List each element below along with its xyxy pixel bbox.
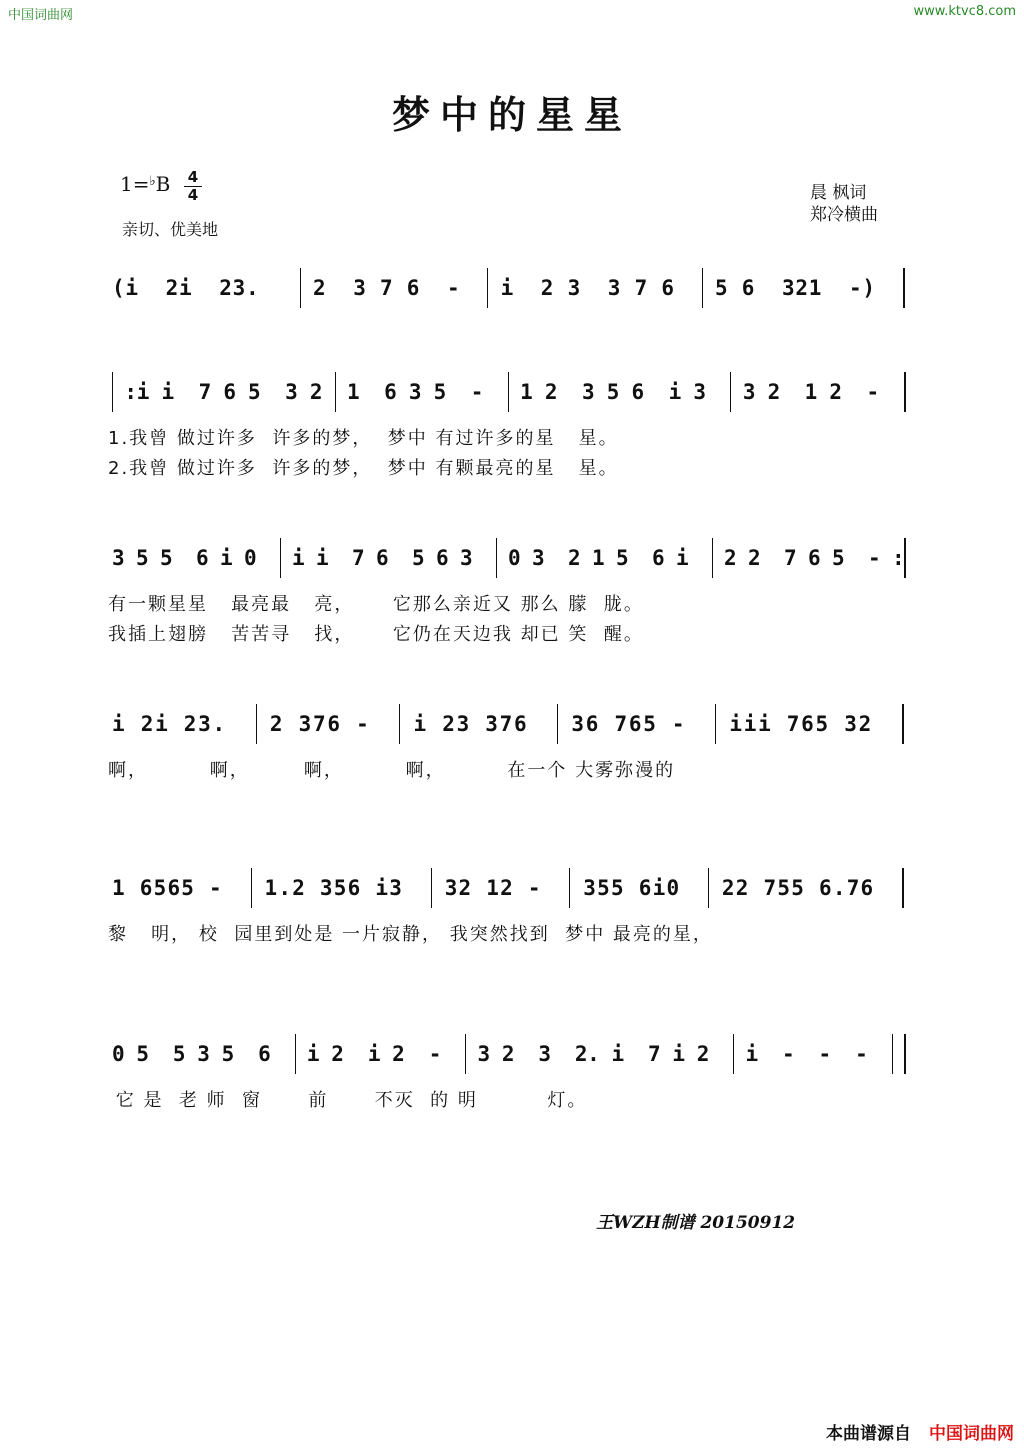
note-glyph: - [671, 712, 685, 736]
note-glyph: 5 [616, 546, 629, 570]
note-glyph: 2 [735, 876, 749, 900]
note-glyph: 6 [167, 876, 181, 900]
note-glyph: 2 [748, 546, 761, 570]
barline [712, 538, 713, 578]
note-glyph: 5 [153, 876, 167, 900]
note-glyph: 6 [223, 380, 236, 404]
barline [112, 372, 113, 412]
notation-line [0, 372, 1024, 412]
barline [487, 268, 488, 308]
tempo-marking: 亲切、优美地 [122, 220, 219, 239]
note-glyph: 7 [634, 276, 648, 300]
note-glyph: 6 [258, 1042, 271, 1066]
note-glyph: 3 [742, 380, 756, 404]
barline [256, 704, 257, 744]
note-glyph: - [356, 712, 369, 736]
note-glyph: 5 [412, 546, 425, 570]
note-glyph: 3 [389, 876, 402, 900]
key-prefix: 1= [120, 172, 150, 196]
note-glyph: 2 [858, 712, 872, 736]
note-glyph: 7 [499, 712, 513, 736]
barline [708, 868, 709, 908]
note-glyph: i [745, 1042, 759, 1066]
transcriber-signature: 王WZH制谱 20150912 [596, 1213, 796, 1233]
note-glyph: 2 [574, 1042, 588, 1066]
watermark-left[interactable]: 中国词曲网 [8, 8, 74, 23]
note-glyph: 5 [136, 546, 149, 570]
note-glyph: 6 [376, 546, 389, 570]
note-glyph: 2 [392, 1042, 405, 1066]
note-glyph: 2 [795, 276, 809, 300]
note-glyph: 6 [406, 276, 420, 300]
note-glyph: 3 [444, 876, 458, 900]
note-glyph: i [668, 380, 682, 404]
composer-credit: 郑冷横曲 [810, 205, 878, 225]
note-glyph: 3 [607, 276, 621, 300]
note-glyph: 5 [832, 546, 845, 570]
note-glyph: 6 [327, 712, 340, 736]
barline [902, 868, 904, 908]
notation-line [0, 868, 1024, 908]
note-glyph: i [125, 276, 139, 300]
note-glyph: ) [862, 276, 876, 300]
barline [465, 1034, 466, 1074]
note-glyph: 0 [508, 546, 521, 570]
note-glyph: 2 [331, 1042, 344, 1066]
notation-line [0, 538, 1024, 578]
lyric-line: 2.我曾 做过许多 许多的梦， 梦中 有颗最亮的星 星。 [108, 458, 619, 479]
song-title: 梦中的星星 [391, 92, 632, 137]
key-signature [120, 172, 170, 196]
lyric-line: 黎 明， 校 园里到处是 一片寂静， 我突然找到 梦中 最亮的星， [108, 924, 713, 945]
score-row [0, 268, 1024, 328]
barline [569, 868, 570, 908]
note-glyph: 6 [384, 380, 397, 404]
note-glyph: 1 [486, 876, 499, 900]
note-glyph: 3 [567, 276, 581, 300]
barline [557, 704, 558, 744]
note-glyph: 6 [638, 876, 652, 900]
note-glyph: 2 [544, 380, 558, 404]
note-glyph: 3 [408, 380, 422, 404]
note-glyph: 3 [285, 380, 298, 404]
note-glyph: 2 [458, 876, 472, 900]
note-glyph: 3 [456, 712, 470, 736]
note-glyph: 2 [724, 546, 737, 570]
note-glyph: 3 [198, 712, 211, 736]
notation-line [0, 1034, 1024, 1074]
note-glyph: 5 [221, 1042, 235, 1066]
note-glyph: 1 [520, 380, 533, 404]
note-glyph: 7 [784, 546, 797, 570]
note-glyph: 6 [514, 712, 527, 736]
note-glyph: 5 [815, 712, 829, 736]
watermark-right[interactable]: www.ktvc8.com [913, 4, 1016, 19]
barline [904, 538, 906, 578]
note-glyph: 6 [818, 876, 832, 900]
note-glyph: i [161, 380, 175, 404]
note-glyph: - [470, 380, 484, 404]
key-note: B [155, 172, 171, 196]
note-glyph: 5 [248, 380, 261, 404]
note-glyph: - [209, 876, 222, 900]
note-glyph: 7 [198, 380, 212, 404]
footer-site[interactable]: 中国词曲网 [929, 1424, 1014, 1444]
note-glyph: 7 [614, 712, 628, 736]
note-glyph: . [832, 876, 846, 900]
note-glyph: 6 [196, 546, 209, 570]
note-glyph: i [676, 546, 689, 570]
note-glyph: . [212, 712, 226, 736]
note-glyph: 5 [791, 876, 804, 900]
note-glyph: 2 [442, 712, 455, 736]
barline [715, 704, 716, 744]
note-glyph: 3 [582, 380, 595, 404]
note-glyph: 6 [585, 712, 599, 736]
note-glyph: ( [112, 276, 125, 300]
note-glyph: i [292, 546, 305, 570]
note-glyph: 6 [628, 712, 642, 736]
meter-top: 4 [187, 168, 199, 186]
note-glyph: 7 [846, 876, 860, 900]
note-glyph: 3 [538, 1042, 552, 1066]
barline [904, 1034, 906, 1074]
note-glyph: 2 [183, 712, 197, 736]
barline [280, 538, 281, 578]
note-glyph: 6 [860, 876, 874, 900]
note-glyph: 5 [715, 276, 728, 300]
barline [730, 372, 731, 412]
note-glyph: 1 [112, 876, 125, 900]
note-glyph: 5 [181, 876, 194, 900]
barline [903, 268, 905, 308]
note-glyph: i [136, 380, 150, 404]
note-glyph: 3 [197, 1042, 210, 1066]
lyric-line: 它 是 老 师 窗 前 不灭 的 明 灯。 [108, 1090, 588, 1111]
note-glyph: 7 [380, 276, 393, 300]
note-glyph: - [447, 276, 460, 300]
meter-bottom: 4 [187, 186, 199, 204]
note-glyph: 2 [500, 876, 513, 900]
note-glyph: 2 [269, 712, 283, 736]
note-glyph: 5 [643, 712, 656, 736]
note-glyph: 3 [319, 876, 333, 900]
note-glyph: i [611, 1042, 625, 1066]
footer-source: 本曲谱源自 [826, 1424, 911, 1444]
note-glyph: 2 [829, 380, 843, 404]
note-glyph: - [868, 546, 881, 570]
note-glyph: : [124, 380, 138, 404]
note-glyph: i [375, 876, 389, 900]
note-glyph: - [782, 1042, 795, 1066]
note-glyph: i [316, 546, 329, 570]
note-glyph: i [413, 712, 427, 736]
note-glyph: 3 [693, 380, 706, 404]
note-glyph: 2 [696, 1042, 710, 1066]
note-glyph: 3 [844, 712, 857, 736]
note-glyph: 7 [313, 712, 326, 736]
lyric-line: 有一颗星星 最亮最 亮， 它那么亲近又 那么 朦 胧。 [108, 594, 644, 615]
footer [826, 1419, 1014, 1444]
note-glyph: i [306, 1042, 320, 1066]
note-glyph: 6 [741, 276, 755, 300]
note-glyph: 7 [648, 1042, 661, 1066]
note-glyph: i [743, 712, 757, 736]
score-row [0, 538, 1024, 645]
note-glyph: 3 [460, 546, 473, 570]
note-glyph: 2 [540, 276, 554, 300]
note-glyph: 2 [165, 276, 179, 300]
note-glyph: 5 [136, 1042, 150, 1066]
note-glyph: 2 [309, 380, 323, 404]
note-glyph: 0 [244, 546, 257, 570]
note-glyph: - [866, 380, 880, 404]
barline [904, 372, 906, 412]
barline [902, 704, 904, 744]
note-glyph: 3 [782, 276, 795, 300]
note-glyph: 7 [763, 876, 777, 900]
note-glyph: 5 [160, 546, 173, 570]
lyric-line: 1.我曾 做过许多 许多的梦， 梦中 有过许多的星 星。 [108, 428, 619, 449]
barline [335, 372, 336, 412]
score-row [0, 868, 1024, 945]
lyric-line: 我插上翅膀 苦苦寻 找， 它仍在天边我 却已 笑 醒。 [108, 624, 644, 645]
note-glyph: 6 [436, 546, 449, 570]
note-glyph: 5 [333, 876, 347, 900]
note-glyph: 5 [611, 876, 624, 900]
note-glyph: 2 [721, 876, 735, 900]
note-glyph: 1 [264, 876, 278, 900]
note-glyph: 3 [112, 546, 125, 570]
note-glyph: . [246, 276, 259, 300]
barline [892, 1034, 893, 1074]
lyricist-credit: 晨 枫词 [810, 183, 867, 203]
note-glyph: 5 [597, 876, 610, 900]
note-glyph: 5 [433, 380, 447, 404]
note-glyph: 2 [219, 276, 232, 300]
note-glyph: i [500, 276, 514, 300]
note-glyph: i [112, 712, 125, 736]
note-glyph: 7 [352, 546, 365, 570]
note-glyph: 3 [232, 276, 246, 300]
note-glyph: 3 [353, 276, 366, 300]
score-row [0, 372, 1024, 479]
barline [508, 372, 509, 412]
note-glyph: 1 [808, 276, 822, 300]
barline [251, 868, 252, 908]
note-glyph: - [855, 1042, 868, 1066]
barline [300, 268, 301, 308]
note-glyph: - [527, 876, 541, 900]
note-glyph: 0 [112, 1042, 125, 1066]
note-glyph: . [278, 876, 291, 900]
flat-sign: ♭ [149, 174, 156, 189]
note-glyph: 2 [767, 380, 781, 404]
note-glyph: 3 [571, 712, 585, 736]
notation-line [0, 268, 1024, 308]
note-glyph: 5 [172, 1042, 186, 1066]
note-glyph: 2 [501, 1042, 515, 1066]
time-signature [184, 170, 202, 203]
barline [702, 268, 703, 308]
note-glyph: i [758, 712, 771, 736]
note-glyph: 6 [808, 546, 821, 570]
note-glyph: i [367, 1042, 381, 1066]
note-glyph: 3 [583, 876, 596, 900]
note-glyph: . [587, 1042, 600, 1066]
note-glyph: i [652, 876, 666, 900]
note-glyph: 1 [347, 380, 360, 404]
note-glyph: 6 [347, 876, 361, 900]
barline [733, 1034, 734, 1074]
note-glyph: - [428, 1042, 442, 1066]
note-glyph: - [849, 276, 862, 300]
note-glyph: 1 [804, 380, 818, 404]
note-glyph: 6 [631, 380, 645, 404]
note-glyph: 2 [292, 876, 305, 900]
note-glyph: 2 [140, 712, 154, 736]
note-glyph: 5 [777, 876, 791, 900]
note-glyph: 3 [532, 546, 545, 570]
note-glyph: 6 [801, 712, 814, 736]
note-glyph: - [818, 1042, 832, 1066]
note-glyph: 3 [477, 1042, 491, 1066]
note-glyph: 2 [313, 276, 326, 300]
note-glyph: 6 [652, 546, 665, 570]
note-glyph: : [892, 546, 905, 570]
note-glyph: i [220, 546, 233, 570]
barline [496, 538, 497, 578]
note-glyph: 1 [592, 546, 605, 570]
note-glyph: i [179, 276, 192, 300]
score-row [0, 704, 1024, 781]
note-glyph: 6 [139, 876, 153, 900]
barline [399, 704, 400, 744]
note-glyph: 5 [606, 380, 620, 404]
lyric-line: 啊， 啊， 啊， 啊， 在一个 大雾弥漫的 [108, 760, 676, 781]
note-glyph: 2 [568, 546, 581, 570]
note-glyph: 0 [666, 876, 680, 900]
note-glyph: i [729, 712, 742, 736]
barline [295, 1034, 296, 1074]
note-glyph: 7 [786, 712, 800, 736]
note-glyph: 6 [661, 276, 675, 300]
note-glyph: 3 [298, 712, 312, 736]
note-glyph: 3 [485, 712, 498, 736]
score-row [0, 1034, 1024, 1111]
barline [431, 868, 432, 908]
note-glyph: i [155, 712, 168, 736]
notation-line [0, 704, 1024, 744]
note-glyph: i [672, 1042, 686, 1066]
